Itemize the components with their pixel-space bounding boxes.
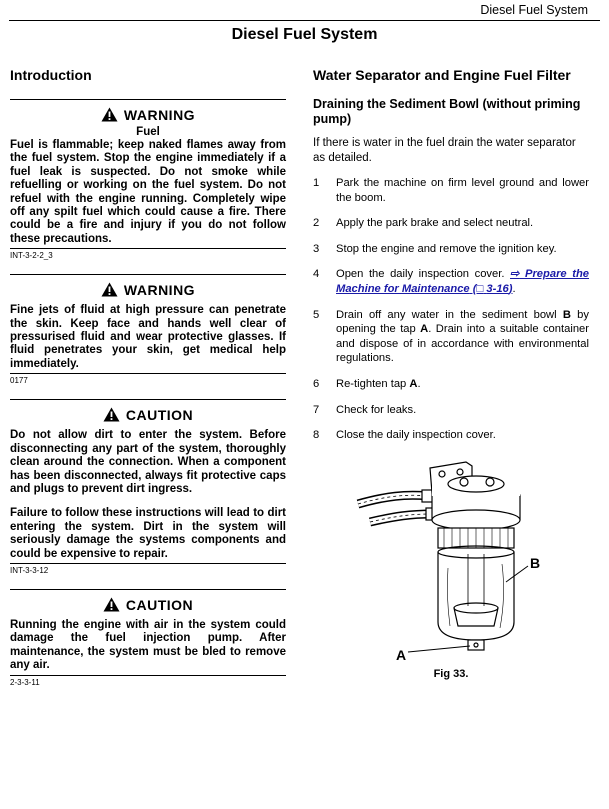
- step-text-part: Re-tighten tap: [336, 377, 410, 390]
- warning-box-pressure: [10, 274, 286, 371]
- introduction-heading: Introduction: [10, 67, 92, 83]
- step-text: Close the daily inspection cover.: [336, 429, 496, 442]
- warning-triangle-icon: [103, 407, 120, 422]
- step-text: Stop the engine and remove the ignition key.: [336, 242, 557, 255]
- page-ref-icon: □: [476, 282, 484, 295]
- callout-b-leader: [506, 566, 528, 582]
- reference-code: INT-3-2-2_3: [10, 248, 286, 260]
- running-title: Diesel Fuel System: [480, 3, 588, 17]
- fuel-filter-illustration: [356, 456, 548, 668]
- figure-caption: Fig 33.: [433, 668, 469, 680]
- callout-a-label: A: [396, 647, 407, 663]
- step-1: [313, 176, 589, 205]
- step-7: [313, 403, 589, 418]
- procedure-intro: If there is water in the fuel drain the water separator as detailed.: [313, 137, 576, 164]
- step-number: 7: [313, 403, 320, 416]
- caution-label: CAUTION: [125, 596, 194, 613]
- warning-triangle-icon: [103, 597, 120, 612]
- warning-triangle-icon: [101, 107, 118, 122]
- callout-ref-b: B: [562, 308, 571, 321]
- right-column: [313, 67, 589, 443]
- page-title: Diesel Fuel System: [231, 26, 378, 43]
- caution-text: Do not allow dirt to enter the system. Before disconnecting any part of the system, thoroughly clean around the connection. When a component has been disconnected, always fit protective caps and plugs to prevent dirt ingress.: [10, 429, 286, 495]
- step-5: [313, 308, 589, 366]
- sediment-bowl: [438, 546, 514, 640]
- callout-ref-a: A: [409, 377, 418, 390]
- step-number: 4: [313, 268, 320, 281]
- left-column: [10, 67, 286, 701]
- warning-box-fuel: [10, 99, 286, 246]
- warning-header: [10, 275, 286, 298]
- step-text-part: Open the daily inspection cover.: [336, 268, 505, 281]
- filter-element: [438, 528, 514, 548]
- drain-tap: [468, 640, 484, 650]
- callout-ref-a: A: [420, 323, 429, 336]
- step-text: Open the daily inspection cover. ⇨ Prepare the Machine for Maintenance (□ 3-16).: [336, 268, 590, 295]
- step-text: [336, 308, 589, 366]
- step-text-part: by opening the tap: [336, 308, 589, 336]
- step-number: 2: [313, 217, 320, 230]
- step-number: 8: [313, 429, 320, 442]
- caution-label: CAUTION: [125, 407, 194, 424]
- step-3: [313, 242, 589, 257]
- warning-label: WARNING: [123, 107, 196, 123]
- step-4: [313, 267, 589, 296]
- step-text-part: .: [417, 377, 421, 390]
- step-number: 6: [313, 377, 320, 390]
- warning-label: WARNING: [123, 282, 196, 299]
- prepare-machine-link[interactable]: ⇨ Prepare the Machine for Maintenance (□ 3-16): [336, 268, 590, 295]
- header-rule: [9, 20, 600, 21]
- step-number: 1: [313, 177, 320, 189]
- callout-a-leader: [408, 646, 470, 652]
- step-text: Check for leaks.: [336, 403, 417, 416]
- link-page-ref: 3-16: [486, 282, 509, 295]
- step-number: 3: [313, 242, 320, 255]
- warning-subtitle: Fuel: [136, 126, 160, 138]
- link-text: Prepare the Machine for Maintenance: [336, 268, 590, 295]
- step-2: [313, 216, 589, 231]
- section-heading: Water Separator and Engine Fuel Filter: [313, 67, 571, 83]
- warning-header: [10, 100, 286, 123]
- step-text: [336, 377, 589, 392]
- filter-head: [432, 476, 520, 530]
- callout-b-label: B: [530, 555, 541, 571]
- step-text: Park the machine on firm level ground and lower the boom.: [336, 177, 589, 204]
- warning-text: Fine jets of fluid at high pressure can penetrate the skin. Keep face and hands well clear of pressurised fluid and wear protective glasses. If fluid penetrates your skin, get medical help immediately.: [10, 304, 286, 370]
- warning-text: Fuel is flammable; keep naked flames away from the fuel system. Stop the engine immediately if a fuel leak is suspected. Do not smoke while refuelling or working on the fuel system. Do not refuel with the engine running. Completely wipe off any spilt fuel which could cause a fire. There could be a fire and injury if you do not follow these precautions.: [10, 139, 286, 245]
- caution-header: [10, 400, 286, 423]
- procedure-heading: Draining the Sediment Bowl (without priming pump): [313, 97, 581, 126]
- caution-box-dirt: [10, 399, 286, 561]
- reference-code: 0177: [10, 373, 286, 385]
- reference-code: 2-3-3-11: [10, 675, 286, 687]
- fuel-hoses: [358, 490, 438, 522]
- step-8: [313, 428, 589, 443]
- step-text-part: Drain off any water in the sediment bowl: [336, 308, 563, 321]
- step-6: [313, 377, 589, 392]
- step-text: Apply the park brake and select neutral.: [336, 217, 534, 230]
- warning-triangle-icon: [101, 282, 118, 297]
- arrow-right-icon: ⇨: [510, 268, 520, 281]
- caution-text: Failure to follow these instructions will lead to dirt entering the system. Dirt in the system will seriously damage the systems components and could be expensive to repair.: [10, 507, 286, 560]
- caution-header: [10, 590, 286, 613]
- reference-code: INT-3-3-12: [10, 563, 286, 575]
- step-text-part: . Drain into a suitable container and dispose of in accordance with environmental regulations.: [336, 323, 589, 365]
- caution-box-air: [10, 589, 286, 673]
- step-number: 5: [313, 308, 320, 321]
- caution-text: Running the engine with air in the system could damage the fuel injection pump. After maintenance, the system must be bled to remove any air.: [10, 618, 286, 672]
